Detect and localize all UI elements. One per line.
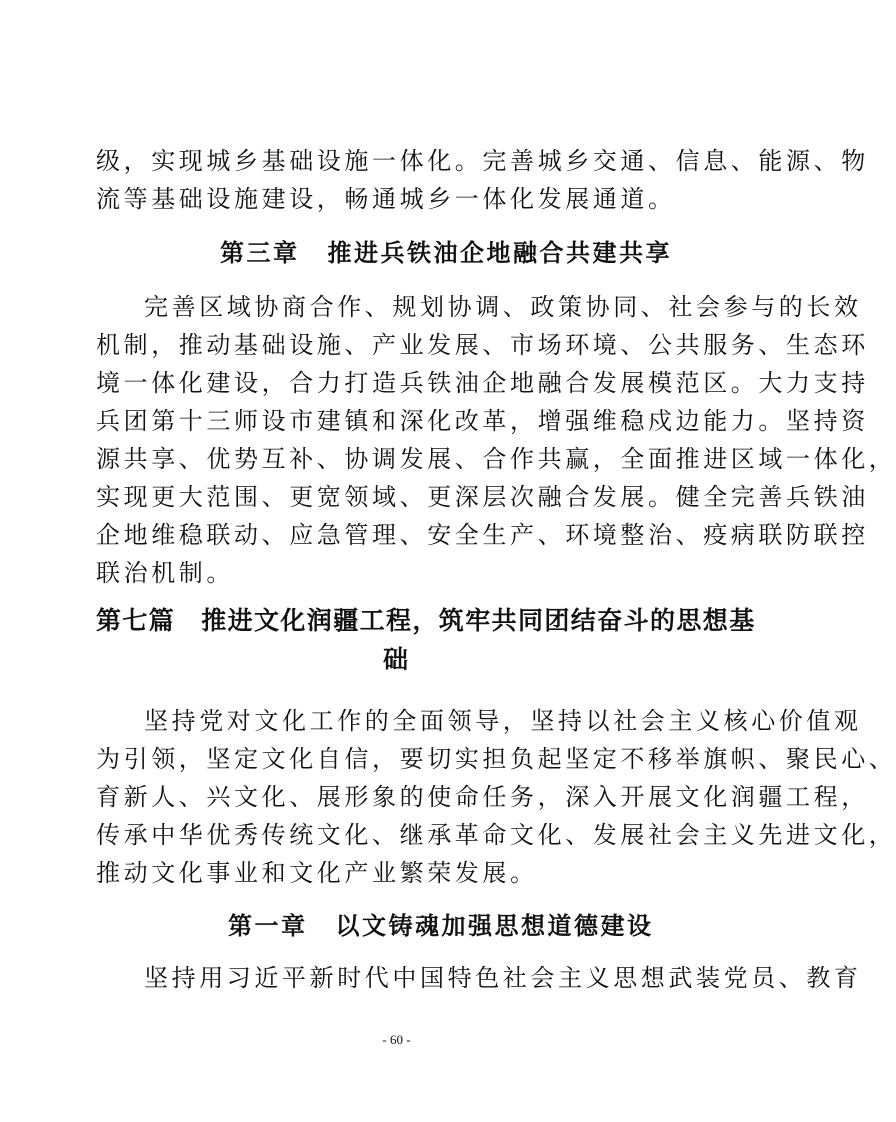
text-line: 源共享、优势互补、协调发展、合作共赢，全面推进区域一体化， (96, 445, 896, 473)
part-title: 推进文化润疆工程，筑牢共同团结奋斗的思想基 (201, 606, 756, 635)
text-line: 坚持用习近平新时代中国特色社会主义思想武装党员、教育 (144, 964, 862, 992)
chapter-heading-3 (220, 237, 672, 269)
part-heading-line: 础 (383, 645, 410, 674)
text-line: 推动文化事业和文化产业繁荣发展。 (96, 859, 538, 887)
text-line: 育新人、兴文化、展形象的使命任务，深入开展文化润疆工程， (96, 783, 869, 811)
text-line: 兵团第十三师设市建镇和深化改革，增强维稳戍边能力。坚持资 (96, 407, 869, 435)
text-line: 境一体化建设，合力打造兵铁油企地融合发展模范区。大力支持 (96, 369, 869, 397)
text-line: 为引领，坚定文化自信，要切实担负起坚定不移举旗帜、聚民心、 (96, 745, 896, 773)
text-line: 流等基础设施建设，畅通城乡一体化发展通道。 (96, 185, 676, 213)
text-line: 企地维稳联动、应急管理、安全生产、环境整治、疫病联防联控 (96, 521, 869, 549)
text-line: 实现更大范围、更宽领域、更深层次融合发展。健全完善兵铁油 (96, 483, 869, 511)
chapter-number: 第一章 (228, 911, 308, 940)
text-line: 联治机制。 (96, 559, 234, 587)
part-number: 第七篇 (96, 606, 176, 635)
text-line: 级，实现城乡基础设施一体化。完善城乡交通、信息、能源、物 (96, 147, 869, 175)
page-number: - 60 - (382, 1032, 411, 1047)
text-line: 完善区域协商合作、规划协调、政策协同、社会参与的长效 (144, 293, 862, 321)
text-line: 坚持党对文化工作的全面领导，坚持以社会主义核心价值观 (144, 707, 862, 735)
chapter-heading-1 (228, 910, 654, 942)
text-line: 机制，推动基础设施、产业发展、市场环境、公共服务、生态环 (96, 331, 869, 359)
text-line: 传承中华优秀传统文化、继承革命文化、发展社会主义先进文化， (96, 821, 896, 849)
chapter-number: 第三章 (220, 238, 300, 267)
chapter-title: 以文铸魂加强思想道德建设 (335, 911, 654, 940)
chapter-title: 推进兵铁油企地融合共建共享 (327, 238, 672, 267)
part-heading-line (96, 604, 756, 638)
